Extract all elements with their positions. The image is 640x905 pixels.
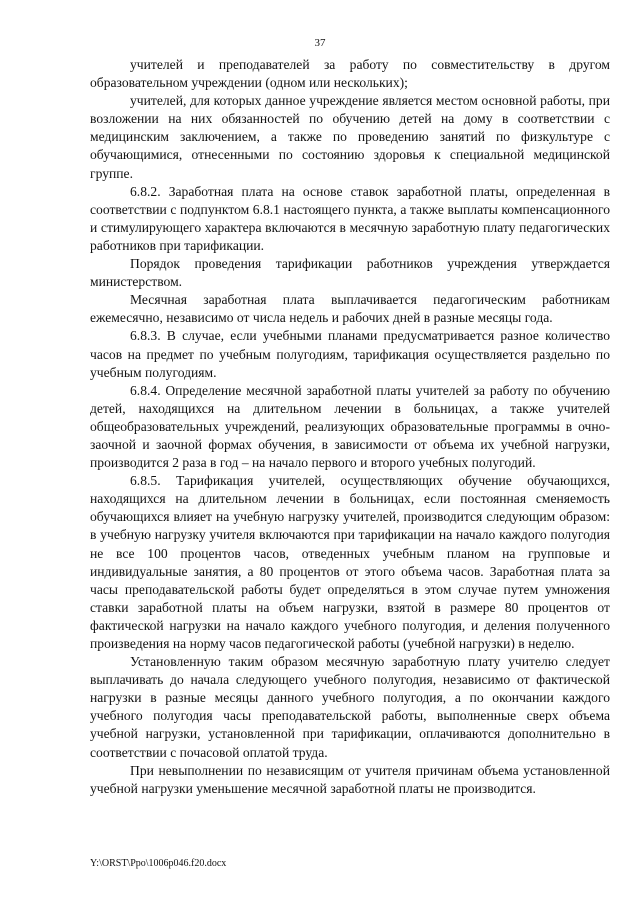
- paragraph: 6.8.3. В случае, если учебными планами предусматривается разное количество часов на предмет по учебным полугодиям, тарификация осуществляется раздельно по учебным полугодиям.: [90, 328, 610, 380]
- footer-file-path: Y:\ORST\Ppo\1006p046.f20.docx: [90, 858, 227, 869]
- document-body: [90, 56, 610, 798]
- paragraph: Месячная заработная плата выплачивается педагогическим работникам ежемесячно, независимо от числа недель и рабочих дней в разные месяцы года.: [90, 292, 610, 326]
- page-number: 37: [314, 37, 326, 49]
- paragraph: 6.8.5. Тарификация учителей, осуществляющих обучение обучающихся, находящихся на длительном лечении в больницах, если постоянная сменяемость обучающихся влияет на учебную нагрузку учителей, производится следующим образом: в учебную нагрузку учителя включаются при тарификации на начало каждого полугодия не все 100 процентов часов, отведенных учебным планом на групповые и индивидуальные занятия, а 80 процентов от этого объема часов. Заработная плата за часы преподавательской работы будет определяться в этом случае путем умножения ставки заработной платы на объем нагрузки, взятой в размере 80 процентов от фактической нагрузки на начало каждого учебного полугодия, и деления полученного произведения на норму часов педагогической работы (учебной нагрузки) в неделю.: [90, 473, 610, 651]
- paragraph: При невыполнении по независящим от учителя причинам объема установленной учебной нагрузки уменьшение месячной заработной платы не производится.: [90, 762, 610, 796]
- paragraph: учителей и преподавателей за работу по совместительству в другом образовательном учреждении (одном или нескольких);: [90, 57, 610, 91]
- paragraph: 6.8.2. Заработная плата на основе ставок заработной платы, определенная в соответствии с подпунктом 6.8.1 настоящего пункта, а также выплаты компенсационного и стимулирующего характера включаются в месячную заработную плату педагогических работников при тарификации.: [90, 183, 610, 253]
- paragraph: Порядок проведения тарификации работников учреждения утверждается министерством.: [90, 256, 610, 290]
- paragraph: 6.8.4. Определение месячной заработной платы учителей за работу по обучению детей, находящихся на длительном лечении в больницах, а также учителей общеобразовательных учреждений, реализующих образовательные программы в очно-заочной и заочной формах обучения, в зависимости от объема их учебной нагрузки, производится 2 раза в год – на начало первого и второго учебных полугодий.: [90, 382, 610, 471]
- paragraph: Установленную таким образом месячную заработную плату учителю следует выплачивать до начала следующего учебного полугодия, независимо от фактической нагрузки в разные месяцы данного учебного полугодия, а по окончании каждого учебного полугодия часы преподавательской работы, выполненные сверх объема учебной нагрузки, установленной при тарификации, оплачиваются дополнительно в соответствии с почасовой оплатой труда.: [90, 654, 610, 760]
- paragraph: учителей, для которых данное учреждение является местом основной работы, при возложении на них обязанностей по обучению детей на дому в соответствии с медицинским заключением, а также по проведению занятий по физкультуре с обучающимися, отнесенными по состоянию здоровья к специальной медицинской группе.: [90, 93, 610, 181]
